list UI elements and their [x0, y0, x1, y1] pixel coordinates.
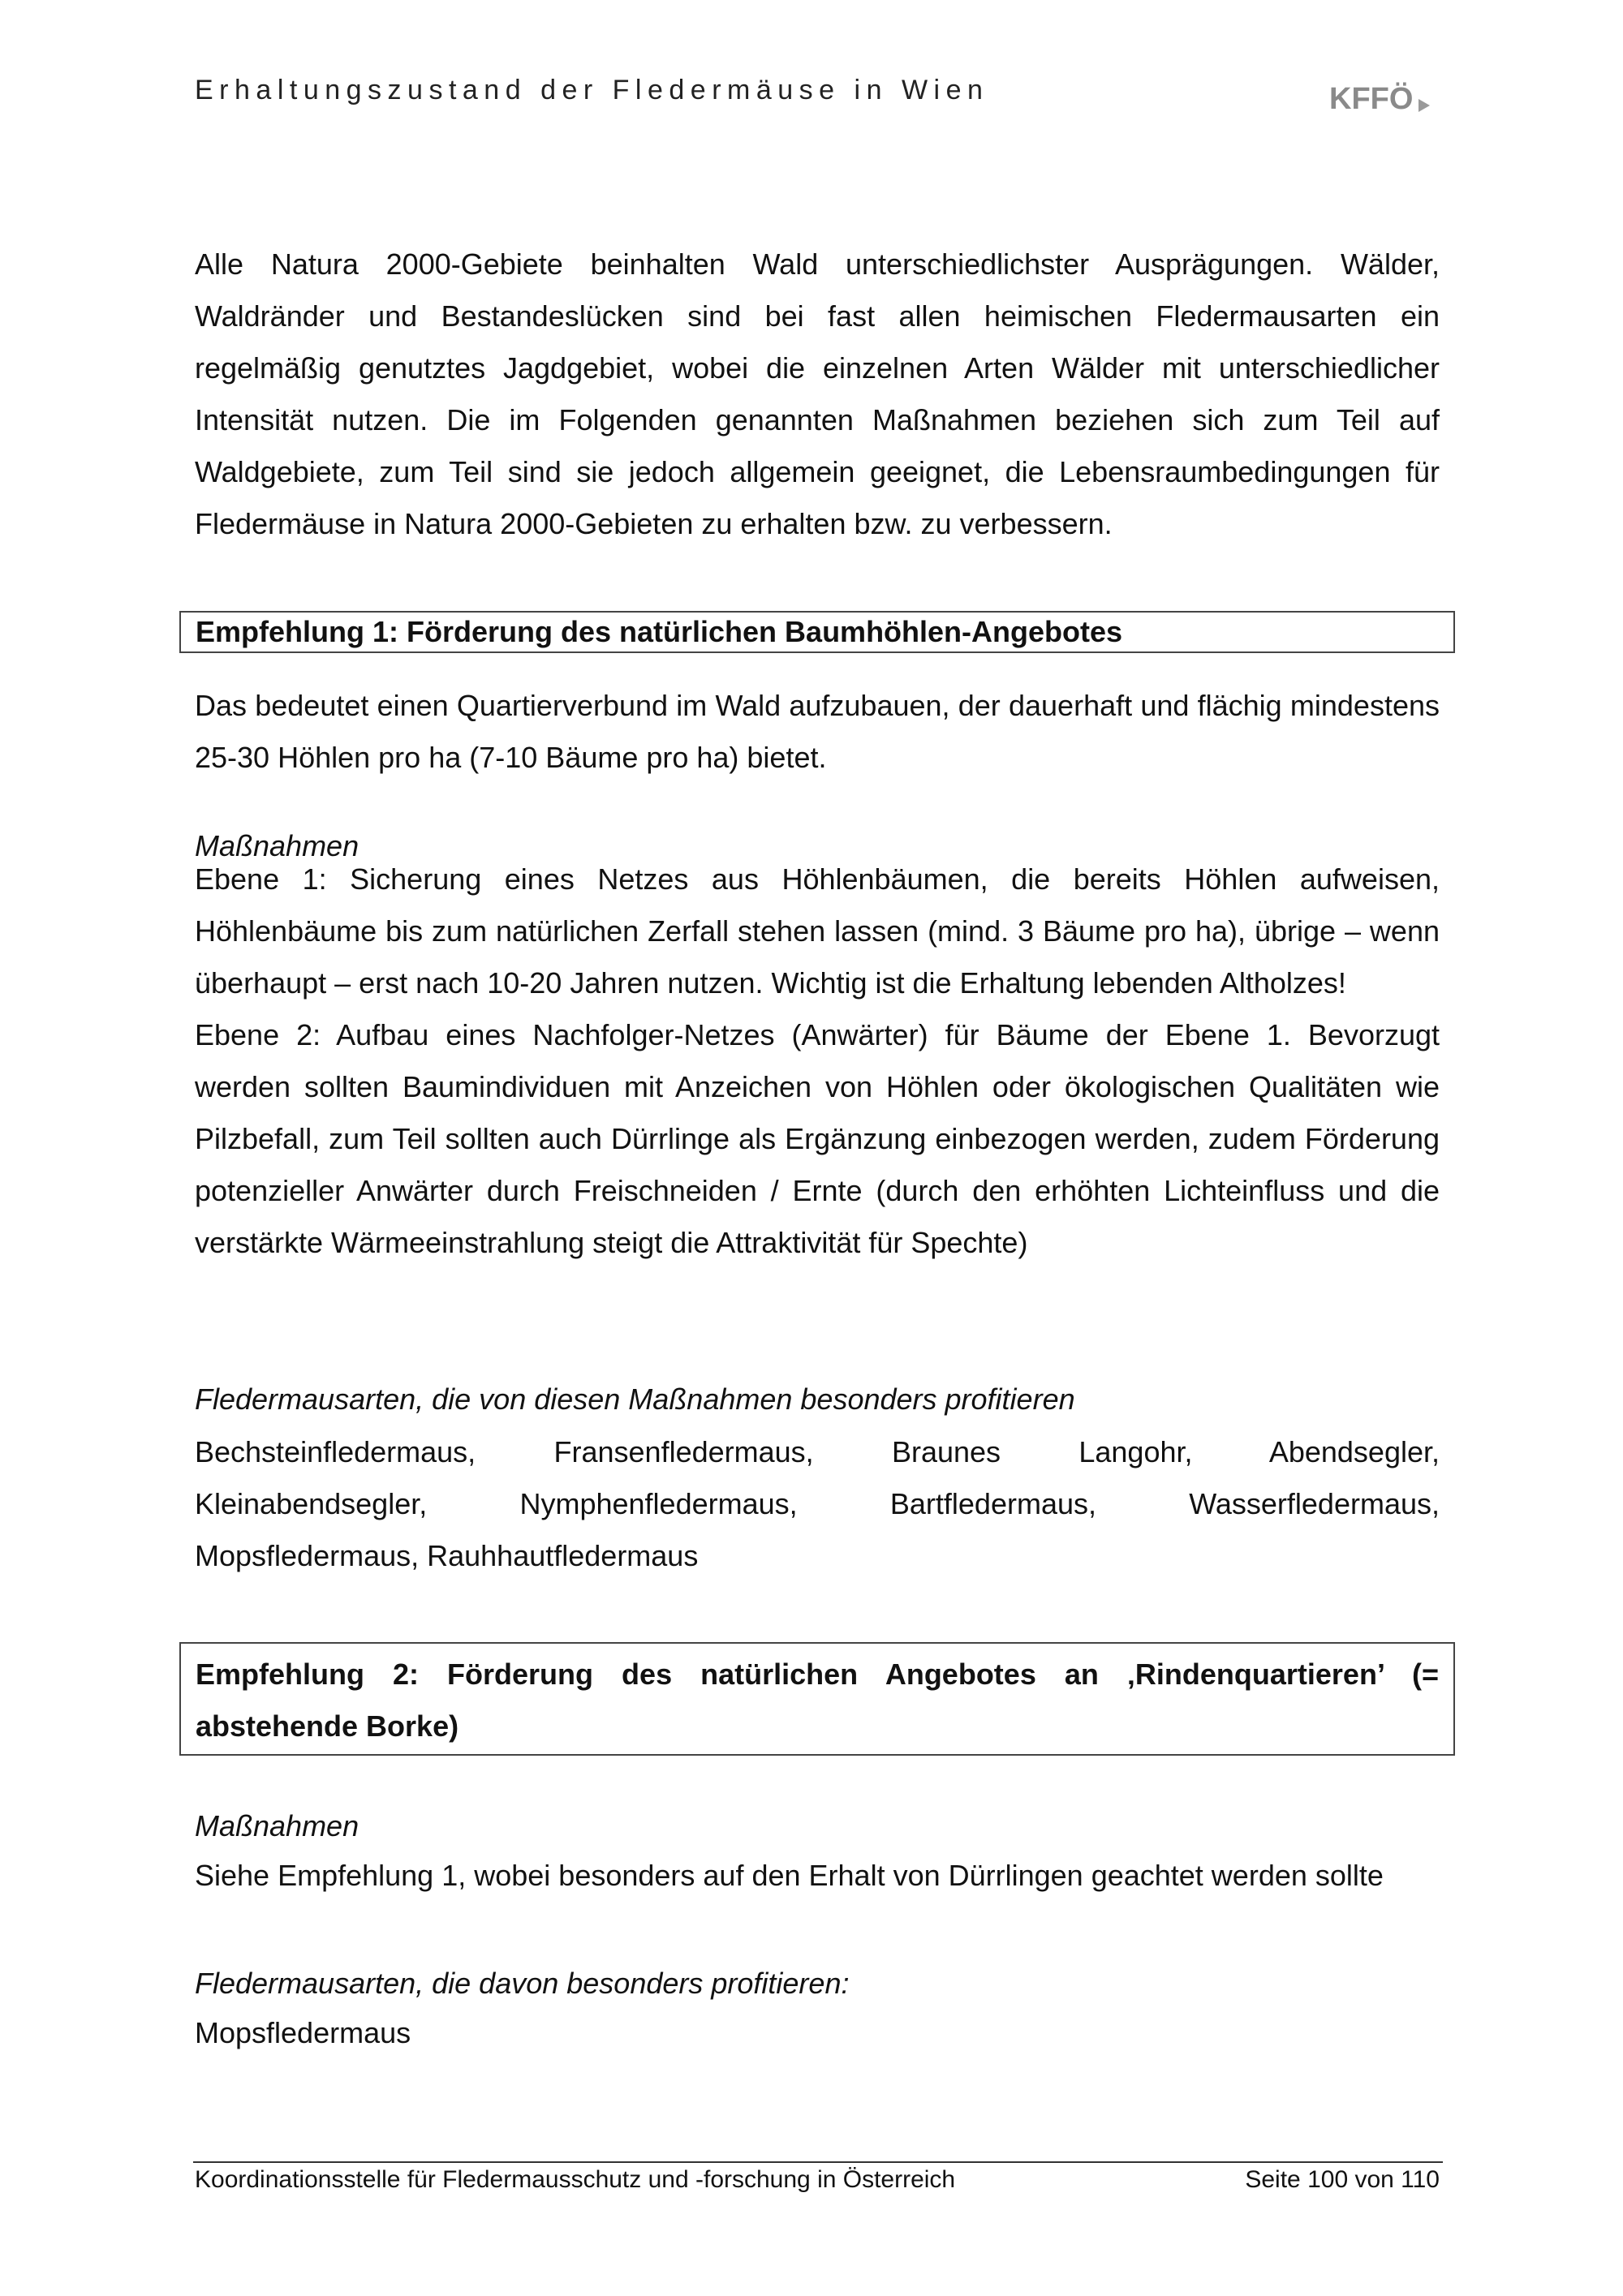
recommendation-2-species-label: Fledermausarten, die davon besonders profitieren: [195, 1967, 850, 2000]
running-header-title: Erhaltungszustand der Fledermäuse in Wien [195, 75, 989, 105]
page-number: Seite 100 von 110 [1245, 2166, 1440, 2193]
logo-text: KFFÖ [1329, 82, 1414, 115]
footer-organization: Koordinationsstelle für Fledermausschutz und -forschung in Österreich [195, 2166, 956, 2193]
recommendation-1-species-label: Fledermausarten, die von diesen Maßnahmen besonders profitieren [195, 1382, 1075, 1416]
species-line-2: Kleinabendsegler, Nymphenfledermaus, Bartfledermaus, Wasserfledermaus, [195, 1487, 1440, 1520]
intro-paragraph: Alle Natura 2000-Gebiete beinhalten Wald unterschiedlichster Ausprägungen. Wälder, Waldränder und Bestandeslücken sind bei fast allen heimischen Fledermausarten ein regelmäßig genutztes Jagdgebiet, wobei die einzelnen Arten Wälder mit unterschiedlicher Intensität nutzen. Die im Folgenden genannten Maßnahmen beziehen sich zum Teil auf Waldgebiete, zum Teil sind sie jedoch allgemein geeignet, die Lebensraumbedingungen für Fledermäuse in Natura 2000-Gebieten zu erhalten bzw. zu verbessern. [195, 247, 1440, 540]
recommendation-2-heading: Empfehlung 2: Förderung des natürlichen Angebotes an ‚Rindenquartieren’ (= abstehende Borke) [196, 1658, 1439, 1743]
measure-level-2: Ebene 2: Aufbau eines Nachfolger-Netzes (Anwärter) für Bäume der Ebene 1. Bevorzugt werden sollten Baumindividuen mit Anzeichen von Höhlen oder ökologischen Qualitäten wie Pilzbefall, zum Teil sollten auch Dürrlinge als Ergänzung einbezogen werden, zudem Förderung potenzieller Anwärter durch Freischneiden / Ernte (durch den erhöhten Lichteinfluss und die verstärkte Wärmeeinstrahlung steigt die Attraktivität für Spechte) [195, 1018, 1440, 1259]
recommendation-1-heading: Empfehlung 1: Förderung des natürlichen Baumhöhlen-Angebotes [196, 615, 1123, 648]
recommendation-1-measures-label: Maßnahmen [195, 829, 359, 862]
measure-level-1: Ebene 1: Sicherung eines Netzes aus Höhlenbäumen, die bereits Höhlen aufweisen, Höhlenbäume bis zum natürlichen Zerfall stehen lassen (mind. 3 Bäume pro ha), übrige – wenn überhaupt – erst nach 10-20 Jahren nutzen. Wichtig ist die Erhaltung lebenden Altholzes! [195, 862, 1440, 1000]
footer-divider [193, 2161, 1443, 2163]
recommendation-2-measures-text: Siehe Empfehlung 1, wobei besonders auf den Erhalt von Dürrlingen geachtet werden sollte [195, 1859, 1384, 1892]
recommendation-1-description: Das bedeutet einen Quartierverbund im Wald aufzubauen, der dauerhaft und flächig mindestens 25-30 Höhlen pro ha (7-10 Bäume pro ha) bietet. [195, 689, 1440, 774]
species-line-3: Mopsfledermaus, Rauhhautfledermaus [195, 1539, 699, 1572]
species-line-1: Bechsteinfledermaus, Fransenfledermaus, Braunes Langohr, Abendsegler, [195, 1435, 1440, 1468]
recommendation-2-measures-label: Maßnahmen [195, 1809, 359, 1842]
recommendation-2-box [179, 1642, 1455, 1756]
recommendation-2-species: Mopsfledermaus [195, 2016, 411, 2049]
kffoe-logo [1328, 75, 1441, 115]
recommendation-1-box [179, 611, 1455, 653]
logo-bat-shape [1419, 99, 1430, 112]
